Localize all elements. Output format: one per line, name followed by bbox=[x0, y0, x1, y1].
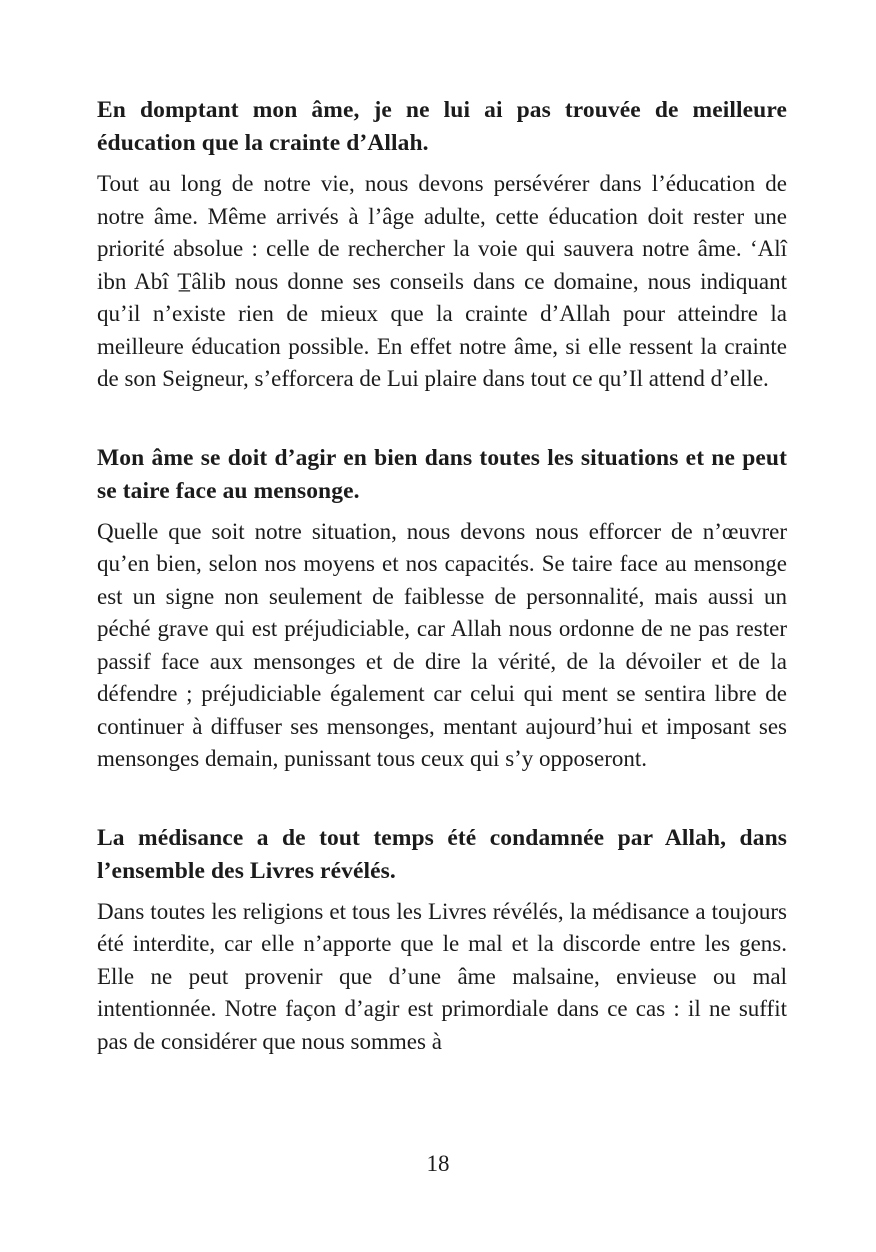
section-heading: Mon âme se doit d’agir en bien dans toutes les situations et ne peut se taire face au mensonge. bbox=[97, 444, 787, 504]
section-heading: En domptant mon âme, je ne lui ai pas trouvée de meilleure éducation que la crainte d’Allah. bbox=[97, 97, 787, 156]
section-education-de-l-ame bbox=[97, 94, 787, 396]
section-heading: La médisance a de tout temps été condamnée par Allah, dans l’ensemble des Livres révélés. bbox=[97, 824, 787, 884]
section-paragraph: Tout au long de notre vie, nous devons persévérer dans l’éducation de notre âme. Même arrivés à l’âge adulte, cette éducation doit rester une priorité absolue : celle de rechercher la voie qui sauvera notre âme. ‘Alî ibn Abî T̲âlib nous donne ses conseils dans ce domaine, nous indiquant qu’il n’existe rien de mieux que la crainte d’Allah pour atteindre la meilleure éducation possible. En effet notre âme, si elle ressent la crainte de son Seigneur, s’efforcera de Lui plaire dans tout ce qu’Il attend d’elle. bbox=[97, 171, 787, 391]
page-number: 18 bbox=[426, 1151, 450, 1176]
section-paragraph: Dans toutes les religions et tous les Livres révélés, la médisance a toujours été interdite, car elle n’apporte que le mal et la discorde entre les gens. Elle ne peut provenir que d’une âme malsaine, envieuse ou mal intentionnée. Notre façon d’agir est primordiale dans ce cas : il ne suffit pas de considérer que nous sommes à bbox=[97, 898, 787, 1054]
page-content bbox=[97, 0, 787, 1058]
section-agir-en-bien bbox=[97, 442, 787, 776]
section-paragraph: Quelle que soit notre situation, nous devons nous efforcer de n’œuvrer qu’en bien, selon nos moyens et nos capacités. Se taire face au mensonge est un signe non seulement de faiblesse de personnalité, mais aussi un péché grave qui est préjudiciable, car Allah nous ordonne de ne pas rester passif face aux mensonges et de dire la vérité, de la dévoiler et de la défendre ; préjudiciable également car celui qui ment se sentira libre de continuer à diffuser ses mensonges, mentant aujourd’hui et imposant ses mensonges demain, punissant tous ceux qui s’y opposeront. bbox=[97, 518, 787, 771]
section-medisance bbox=[97, 822, 787, 1059]
